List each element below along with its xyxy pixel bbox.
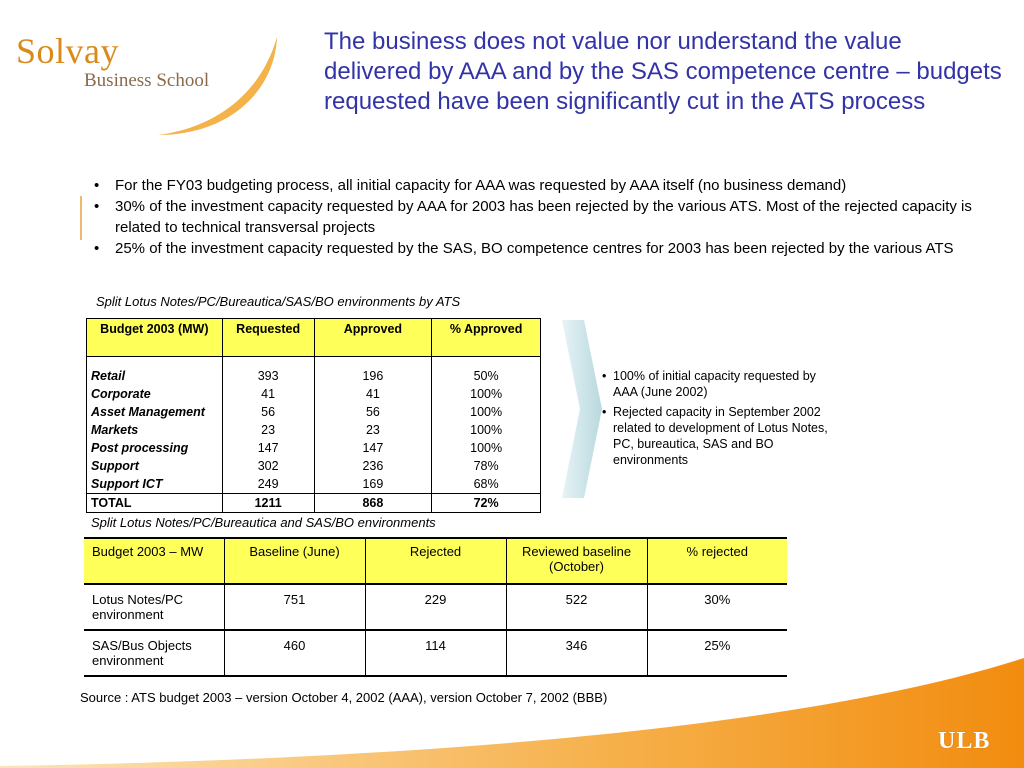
row-label: Retail [87, 367, 223, 385]
percent-approved-cell: 78% [432, 457, 541, 475]
table-row [87, 421, 541, 439]
bullet-item [88, 238, 988, 259]
approved-cell: 23 [314, 421, 432, 439]
requested-cell: 23 [222, 421, 314, 439]
bullet-text: For the FY03 budgeting process, all initial capacity for AAA was requested by AAA itself (no business demand) [115, 177, 847, 194]
requested-cell: 147 [222, 439, 314, 457]
bullet-dot: • [94, 177, 100, 194]
table-row [87, 403, 541, 421]
column-header: Budget 2003 – MW [84, 538, 224, 584]
reviewed-baseline-cell: 346 [506, 630, 647, 676]
slide-title: The business does not value nor understand the value delivered by AAA and by the SAS competence centre – budgets requested have been significantly cut in the ATS process [324, 28, 1002, 115]
logo-business-school: Business School [84, 70, 210, 91]
side-note-text: 100% of initial capacity requested by AAA (June 2002) [613, 369, 816, 399]
row-label: SAS/Bus Objects environment [84, 630, 224, 676]
logo-solvay: Solvay [16, 31, 120, 71]
left-accent-bar [80, 196, 82, 240]
source-note: Source : ATS budget 2003 – version October 4, 2002 (AAA), version October 7, 2002 (BBB) [80, 690, 608, 705]
total-row [87, 494, 541, 513]
row-label: Support ICT [87, 475, 223, 494]
side-note-item [602, 368, 834, 400]
bullet-dot: • [602, 405, 607, 419]
bullet-dot: • [94, 240, 100, 257]
percent-rejected-cell: 30% [647, 584, 787, 630]
side-note-item [602, 404, 834, 468]
table-row [87, 385, 541, 403]
percent-approved-cell: 100% [432, 439, 541, 457]
total-approved: 868 [314, 494, 432, 513]
requested-cell: 393 [222, 367, 314, 385]
percent-approved-cell: 100% [432, 385, 541, 403]
percent-approved-cell: 100% [432, 421, 541, 439]
approved-cell: 169 [314, 475, 432, 494]
total-percent-approved: 72% [432, 494, 541, 513]
ulb-logo: ULB [938, 728, 991, 754]
row-label: Support [87, 457, 223, 475]
table-header-row [87, 319, 541, 357]
table-row [87, 367, 541, 385]
baseline-cell: 751 [224, 584, 365, 630]
column-header: % rejected [647, 538, 787, 584]
total-requested: 1211 [222, 494, 314, 513]
percent-approved-cell: 100% [432, 403, 541, 421]
table-row [84, 584, 787, 630]
bullet-item [88, 196, 988, 238]
table-row [84, 630, 787, 676]
approved-cell: 147 [314, 439, 432, 457]
table-row [87, 439, 541, 457]
reviewed-baseline-cell: 522 [506, 584, 647, 630]
baseline-cell: 460 [224, 630, 365, 676]
approved-cell: 196 [314, 367, 432, 385]
column-header: Budget 2003 (MW) [87, 319, 223, 357]
requested-cell: 56 [222, 403, 314, 421]
bullet-item [88, 175, 988, 196]
column-header: Approved [314, 319, 432, 357]
bullet-text: 30% of the investment capacity requested by AAA for 2003 has been rejected by the various ATS. Most of the rejected capacity is related to technical transversal projects [115, 198, 972, 236]
environment-budget-table [84, 537, 787, 677]
column-header: Baseline (June) [224, 538, 365, 584]
approved-cell: 41 [314, 385, 432, 403]
rejected-cell: 229 [365, 584, 506, 630]
bullet-list [88, 175, 988, 259]
approved-cell: 236 [314, 457, 432, 475]
requested-cell: 41 [222, 385, 314, 403]
arrow-shape [560, 320, 607, 498]
row-label: Asset Management [87, 403, 223, 421]
percent-approved-cell: 50% [432, 367, 541, 385]
bullet-text: 25% of the investment capacity requested by the SAS, BO competence centres for 2003 has been rejected by the various ATS [115, 240, 954, 257]
row-label: Post processing [87, 439, 223, 457]
side-notes [602, 368, 834, 472]
table1-caption: Split Lotus Notes/PC/Bureautica/SAS/BO environments by ATS [96, 294, 461, 309]
table2-caption: Split Lotus Notes/PC/Bureautica and SAS/BO environments [91, 515, 436, 530]
rejected-cell: 114 [365, 630, 506, 676]
row-label: Markets [87, 421, 223, 439]
approved-cell: 56 [314, 403, 432, 421]
column-header: Reviewed baseline (October) [506, 538, 647, 584]
column-header: Rejected [365, 538, 506, 584]
percent-approved-cell: 68% [432, 475, 541, 494]
table-spacer-row [87, 357, 541, 368]
requested-cell: 302 [222, 457, 314, 475]
table-row [87, 475, 541, 494]
bullet-dot: • [94, 198, 100, 215]
total-label: TOTAL [87, 494, 223, 513]
percent-rejected-cell: 25% [647, 630, 787, 676]
table-row [87, 457, 541, 475]
column-header: Requested [222, 319, 314, 357]
bullet-dot: • [602, 369, 607, 383]
requested-cell: 249 [222, 475, 314, 494]
side-note-text: Rejected capacity in September 2002 related to development of Lotus Notes, PC, bureautica, SAS and BO environments [613, 405, 828, 467]
row-label: Corporate [87, 385, 223, 403]
ats-budget-table [86, 318, 541, 513]
table-header-row [84, 538, 787, 584]
column-header: % Approved [432, 319, 541, 357]
row-label: Lotus Notes/PC environment [84, 584, 224, 630]
